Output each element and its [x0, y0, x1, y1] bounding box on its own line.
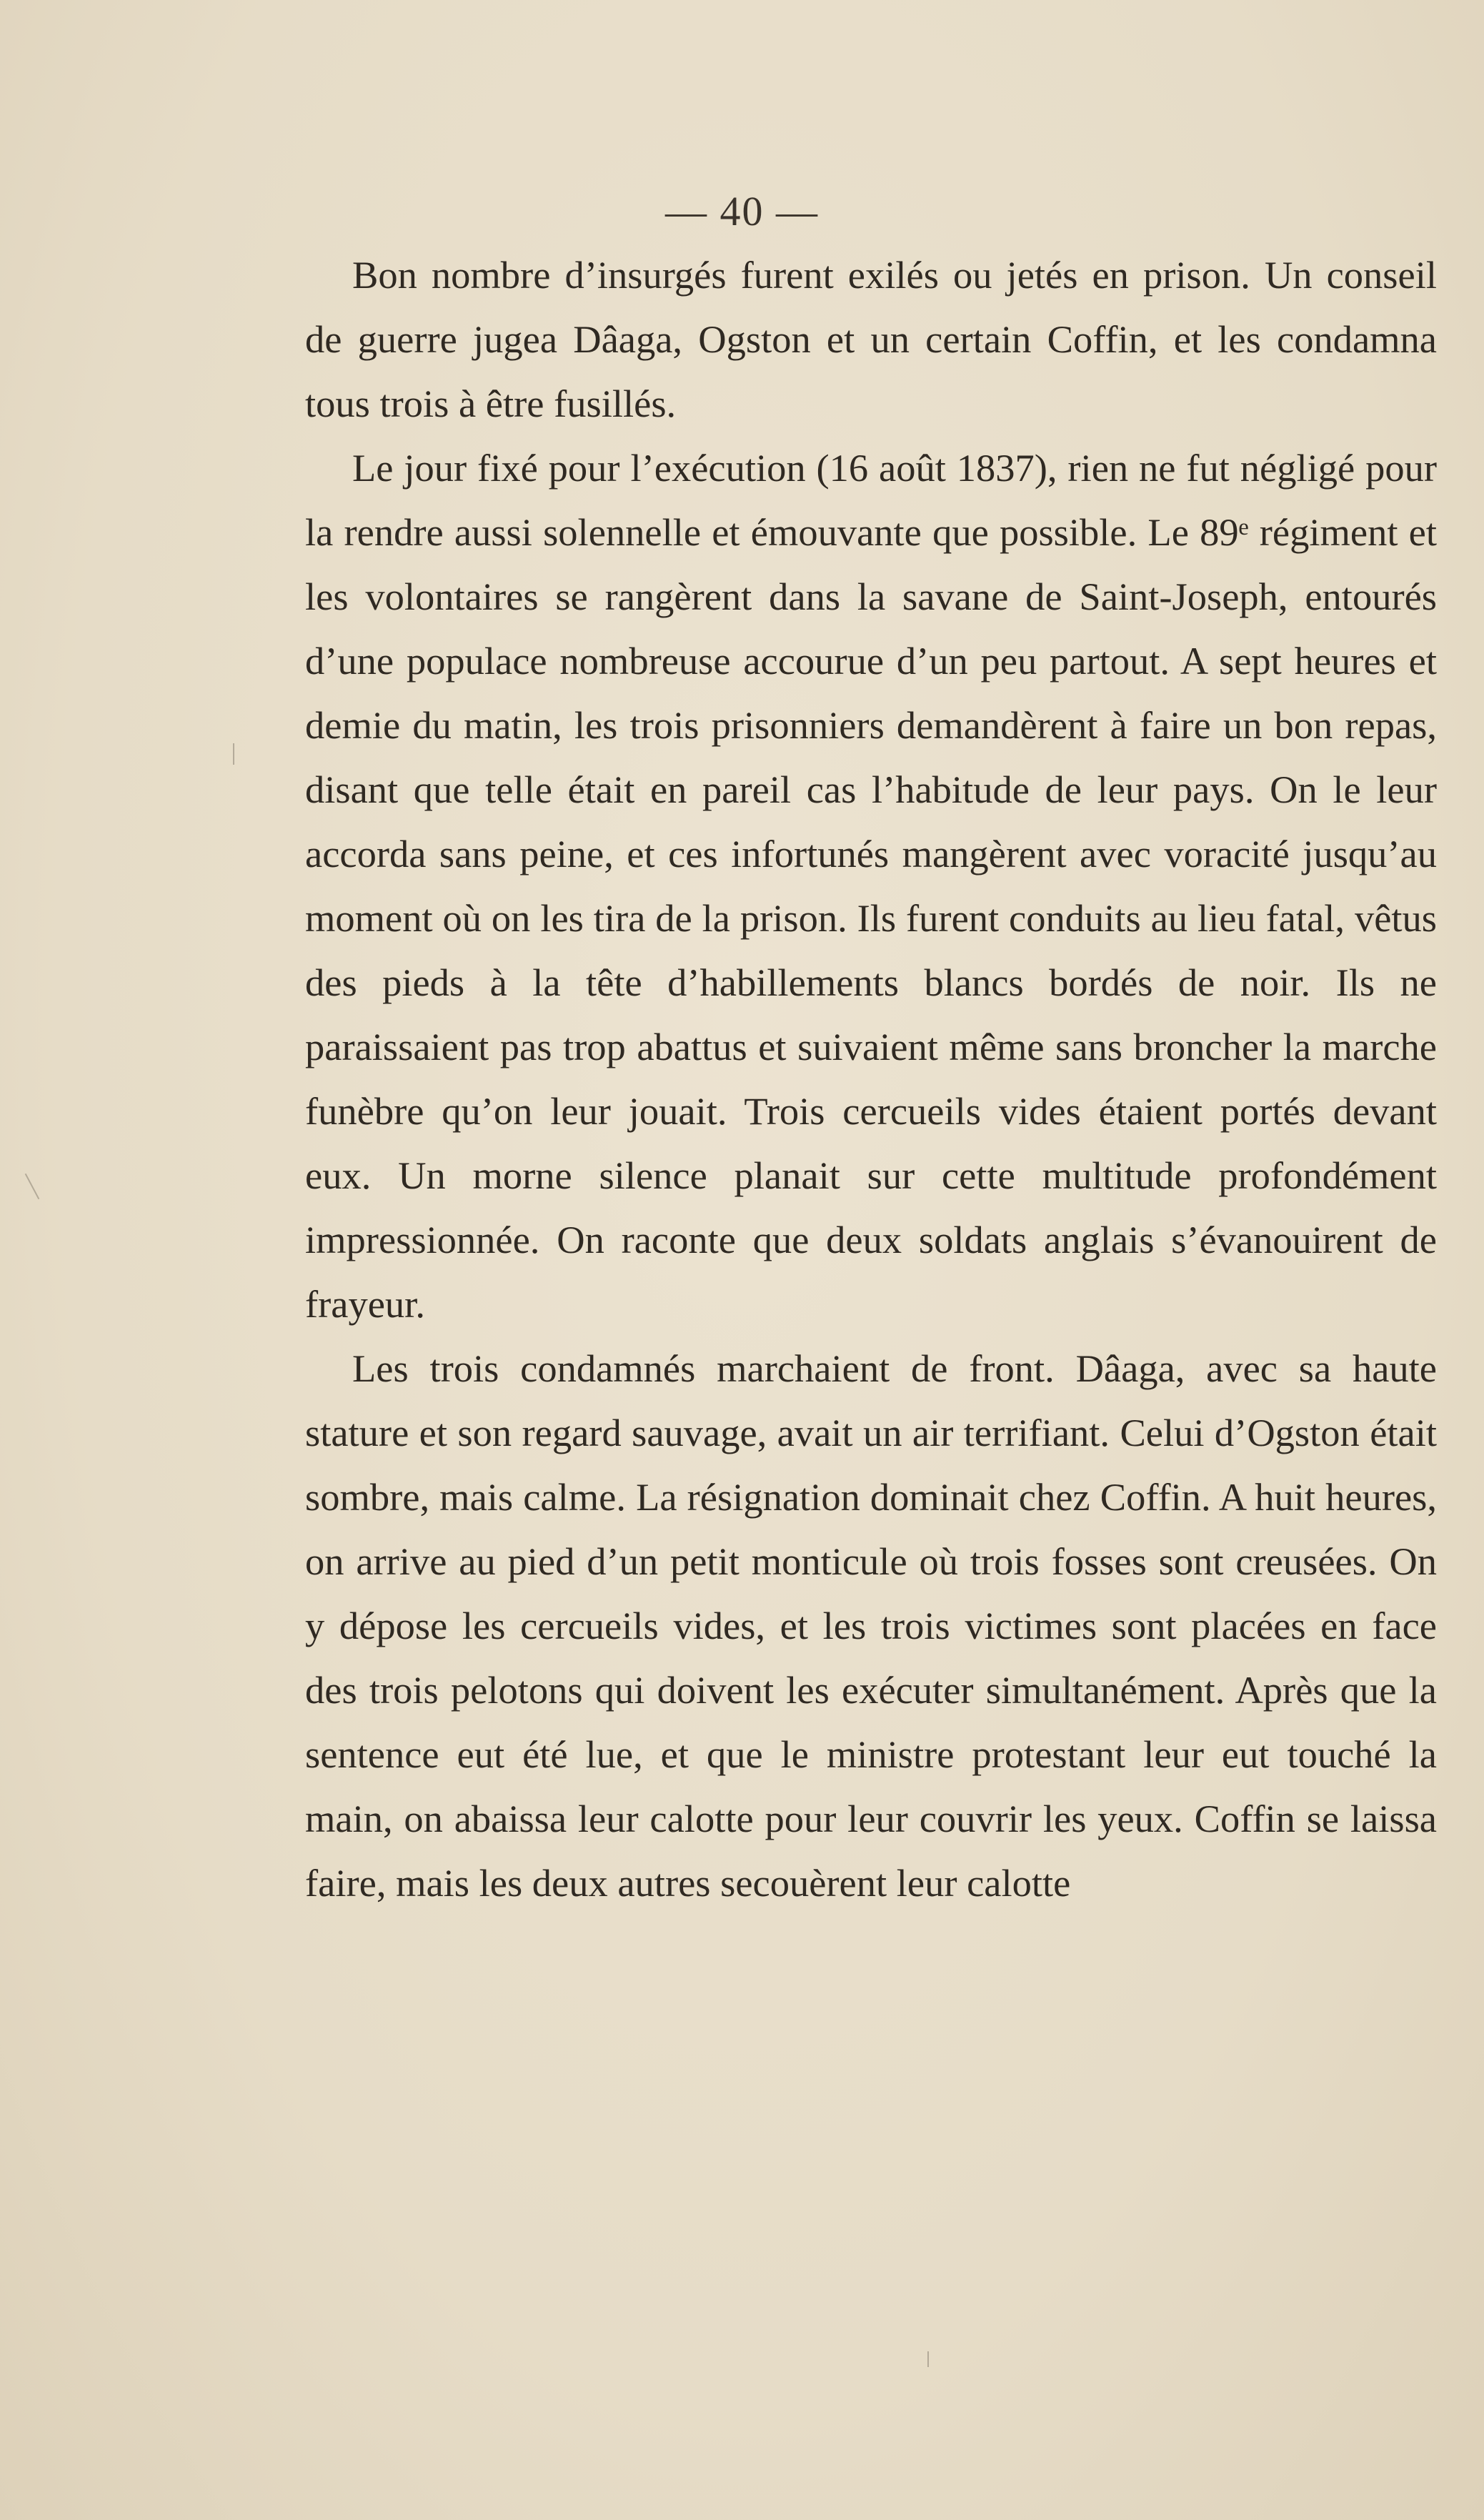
page-number: — 40 — — [665, 188, 819, 234]
paper-blemish-left — [25, 1174, 40, 1199]
paragraph-2: Le jour fixé pour l’exécution (16 août 1837), rien ne fut négligé pour la rendre aussi solennelle et émouvante que possible. Le 89ᵉ régiment et les volontaires se rangèrent dans la savane de Saint-Joseph, entourés d’une populace nombreuse accourue d’un peu partout. A sept heures et demie du matin, les trois prisonniers demandèrent à faire un bon repas, disant que telle était en pareil cas l’habitude de leur pays. On le leur accorda sans peine, et ces infortunés mangèrent avec voracité jusqu’au moment où on les tira de la prison. Ils furent conduits au lieu fatal, vêtus des pieds à la tête d’habillements blancs bordés de noir. Ils ne paraissaient pas trop abattus et suivaient même sans broncher la marche funèbre qu’on leur jouait. Trois cercueils vides étaient portés devant eux. Un morne silence planait sur cette multitude profondément impressionnée. On raconte que deux soldats anglais s’évanouirent de frayeur. — [305, 446, 1437, 1326]
body-text — [305, 243, 1437, 1915]
paragraph-3: Les trois condamnés marchaient de front. Dâaga, avec sa haute stature et son regard sauvage, avait un air terrifiant. Celui d’Ogston était sombre, mais calme. La résignation dominait chez Coffin. A huit heures, on arrive au pied d’un petit monticule où trois fosses sont creusées. On y dépose les cercueils vides, et les trois victimes sont placées en face des trois pelotons qui doivent les exécuter simultanément. Après que la sentence eut été lue, et que le ministre protestant leur eut touché la main, on abaissa leur calotte pour leur couvrir les yeux. Coffin se laissa faire, mais les deux autres secouèrent leur calotte — [305, 1346, 1437, 1905]
paper-blemish-mid — [233, 743, 234, 765]
paragraph-1: Bon nombre d’insurgés furent exilés ou jetés en prison. Un conseil de guerre jugea Dâaga, Ogston et un certain Coffin, et les condamna tous trois à être fusillés. — [305, 253, 1437, 425]
paper-blemish-bottom — [927, 2351, 929, 2367]
